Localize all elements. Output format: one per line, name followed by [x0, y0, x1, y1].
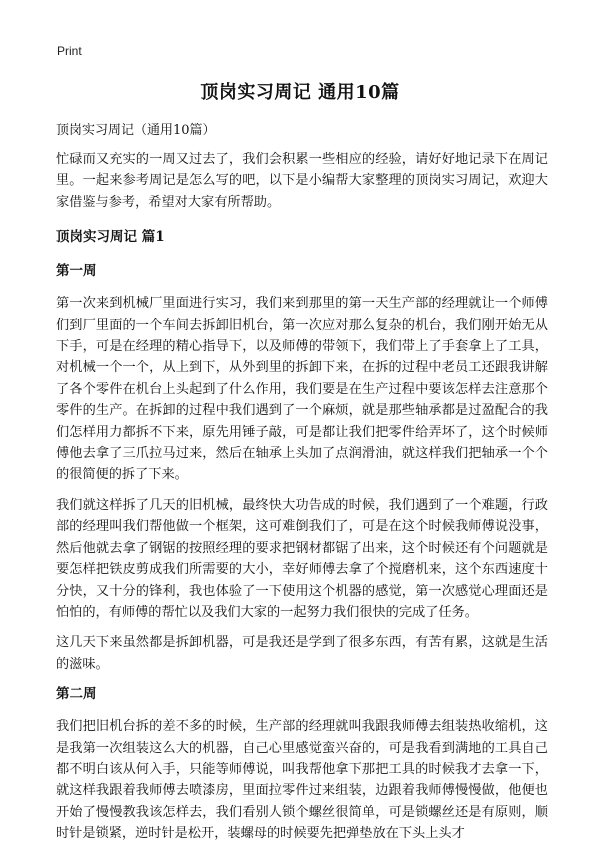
document-body: [56, 121, 548, 854]
document-subtitle: 顶岗实习周记（通用10篇）: [56, 123, 216, 138]
week-heading: 第一周: [56, 263, 97, 280]
week-heading: 第二周: [56, 686, 97, 703]
week2-paragraph-1: 我们把旧机台拆的差不多的时候，生产部的经理就叫我跟我师傅去组装热收缩机，这是我第一次组装这么大的机器，自己心里感觉蛮兴奋的，可是我看到满地的工具自己都不明白该从何入手，只能等师傅说，叫我帮他拿下那把工具的时候我才去拿一下，就这样我跟着我师傅去喷漆房，里面拉零件过来组装，边跟着我师傅慢慢做，他便也开始了慢慢教我该怎样去，我们看别人锁个螺丝很简单，可是锁螺丝还是有原则，顺时针是锁紧，逆时针是松开，装螺母的时候要先把弹垫放在下头上头才: [56, 719, 548, 842]
intro-paragraph: 忙碌而又充实的一周又过去了，我们会积累一些相应的经验，请好好地记录下在周记里。一起来参考周记是怎么写的吧，以下是小编帮大家整理的顶岗实习周记，欢迎大家借鉴与参考，希望对大家有所帮助。: [56, 152, 548, 210]
week1-paragraph-1: 第一次来到机械厂里面进行实习，我们来到那里的第一天生产部的经理就让一个师傅们到厂里面的一个车间去拆卸旧机台，第一次应对那么复杂的机台，我们刚开始无从下手，可是在经理的精心指导下，以及师傅的带领下，我们带上了手套拿上了工具，对机械一个一个，从上到下，从外到里的拆卸下来，在拆的过程中老员工还跟我讲解了各个零件在机台上头起到了什么作用，我们要是在生产过程中要该怎样去注意那个零件的生产。在拆卸的过程中我们遇到了一个麻烦，就是那些轴承都是过盈配合的我们怎样用力都拆不下来，原先用锤子敲，可是都让我们把零件给弄坏了，这个时候师傅他去拿了三爪拉马过来，然后在轴承上头加了点润滑油，就这样我们把轴承一个个的很简便的拆了下来。: [56, 296, 548, 483]
print-label[interactable]: Print: [57, 44, 82, 58]
week1-paragraph-3: 这几天下来虽然都是拆卸机器，可是我还是学到了很多东西，有苦有累，这就是生活的滋味。: [56, 635, 548, 672]
document-title: 顶岗实习周记 通用10篇: [200, 82, 400, 103]
section-heading: 顶岗实习周记 篇1: [56, 229, 165, 246]
week1-paragraph-2: 我们就这样拆了几天的旧机械，最终快大功告成的时候，我们遇到了一个难题，行政部的经理叫我们帮他做一个框架，这可难倒我们了，可是在这个时候我师傅说没事，然后他就去拿了钢锯的按照经理的要求把钢材都锯了出来，这个时候还有个问题就是要怎样把铁皮剪成我们所需要的大小，幸好师傅去拿了个搅磨机来，这个东西速度十分快，又十分的锋利，我也体验了一下使用这个机器的感觉，第一次感觉心理面还是怕怕的，有师傅的帮忙以及我们大家的一起努力我们很快的完成了任务。: [56, 497, 548, 620]
